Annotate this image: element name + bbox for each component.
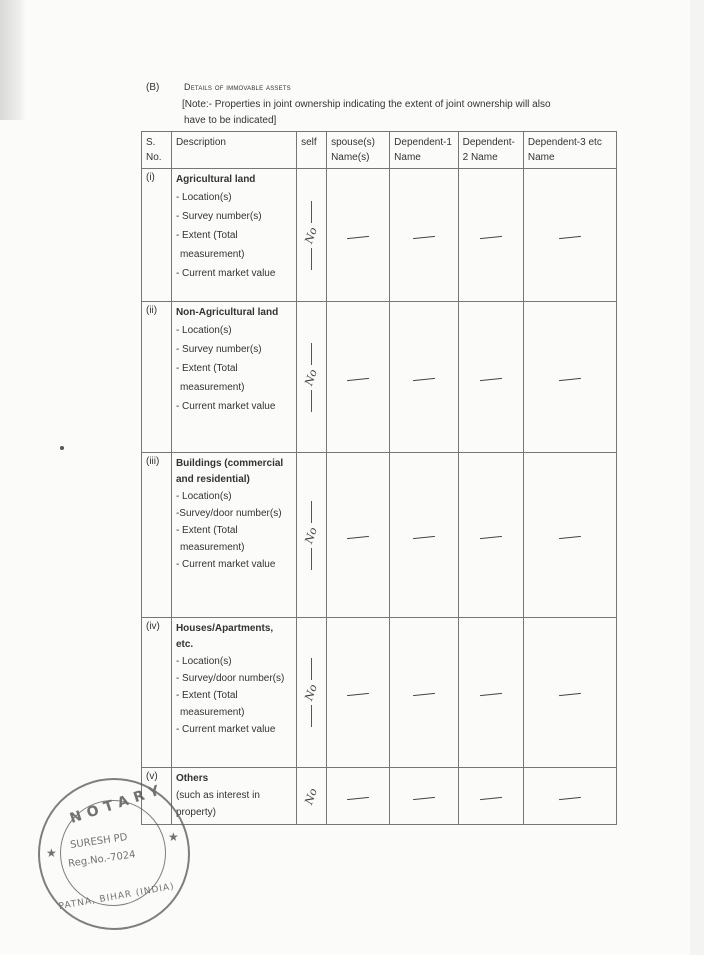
- section-title: [184, 82, 291, 92]
- self-cell: [297, 302, 327, 453]
- row-item: measurement): [179, 382, 245, 393]
- row-title: Houses/Apartments, etc.: [175, 623, 274, 650]
- row-item: - Current market value: [175, 268, 276, 279]
- row-item: - Survey number(s): [175, 211, 262, 222]
- self-cell: [297, 169, 327, 302]
- dependent-3-cell: [523, 169, 616, 302]
- row-description: [171, 169, 296, 302]
- row-item: - Extent (Total: [175, 363, 238, 374]
- row-sno: (i): [142, 169, 172, 302]
- row-item: - Extent (Total: [175, 230, 238, 241]
- dependent-3-cell: [523, 618, 616, 768]
- stamp-top-text: NOTARY: [67, 781, 168, 827]
- handwritten-no: No: [302, 682, 321, 703]
- row-item: - Location(s): [175, 192, 232, 203]
- table-row: [142, 302, 617, 453]
- handwritten-stroke: [311, 658, 312, 680]
- row-item: -Survey/door number(s): [175, 508, 282, 519]
- handwritten-dash: [559, 377, 581, 380]
- dependent-2-cell: [458, 169, 523, 302]
- table-header-row: [142, 132, 617, 169]
- header-description: Description: [171, 132, 296, 169]
- handwritten-dash: [559, 796, 581, 799]
- handwritten-no: No: [302, 225, 321, 245]
- row-title: Non-Agricultural land: [175, 307, 279, 318]
- row-item: (such as interest in property): [175, 790, 260, 818]
- row-item: - Current market value: [175, 401, 276, 412]
- handwritten-stroke: [311, 390, 312, 412]
- header-self: self: [297, 132, 327, 169]
- row-sno: (ii): [142, 302, 172, 453]
- spouse-cell: [327, 768, 390, 825]
- handwritten-dash: [480, 535, 502, 538]
- handwritten-dash: [413, 693, 435, 696]
- row-sno: (iii): [142, 453, 172, 618]
- dependent-1-cell: [390, 453, 458, 618]
- row-description: [171, 618, 296, 768]
- row-item: - Survey/door number(s): [175, 673, 285, 684]
- dependent-3-cell: [523, 768, 616, 825]
- section-note: [182, 97, 612, 129]
- spouse-cell: [327, 169, 390, 302]
- row-item: - Current market value: [175, 724, 276, 735]
- row-sno: (iv): [142, 618, 172, 768]
- header-dependent-3: Dependent-3 etc Name: [523, 132, 616, 169]
- dependent-3-cell: [523, 302, 616, 453]
- handwritten-dash: [480, 235, 502, 238]
- handwritten-stroke: [311, 705, 312, 727]
- handwritten-dash: [347, 796, 369, 799]
- handwritten-stroke: [311, 248, 312, 270]
- row-title: Others: [175, 773, 209, 784]
- row-item: measurement): [179, 707, 245, 718]
- handwritten-dash: [413, 535, 435, 538]
- row-description: [171, 302, 296, 453]
- handwritten-stroke: [311, 201, 312, 223]
- scan-edge-shadow: [0, 0, 26, 120]
- note-line-2: have to be indicated]: [184, 115, 277, 126]
- handwritten-no: No: [302, 525, 321, 545]
- dependent-1-cell: [390, 169, 458, 302]
- table-row: [142, 618, 617, 768]
- handwritten-dash: [480, 377, 502, 380]
- self-cell: [297, 768, 327, 825]
- star-icon: ★: [168, 830, 179, 844]
- notary-stamp: [38, 778, 190, 930]
- stamp-name: SURESH PD: [69, 832, 129, 851]
- row-description: [171, 453, 296, 618]
- header-sno: S. No.: [142, 132, 172, 169]
- handwritten-dash: [347, 377, 369, 380]
- header-dependent-2: Dependent-2 Name: [458, 132, 523, 169]
- handwritten-dash: [559, 235, 581, 238]
- dependent-3-cell: [523, 453, 616, 618]
- table-row: [142, 768, 617, 825]
- self-cell: [297, 453, 327, 618]
- immovable-assets-table: [141, 131, 617, 825]
- handwritten-no: No: [302, 367, 321, 387]
- handwritten-no: No: [302, 786, 321, 806]
- row-item: measurement): [179, 542, 245, 553]
- row-item: - Extent (Total: [175, 525, 238, 536]
- spouse-cell: [327, 453, 390, 618]
- handwritten-dash: [480, 796, 502, 799]
- note-line-1: [Note:- Properties in joint ownership indicating the extent of joint ownership will also: [182, 99, 551, 110]
- row-item: - Extent (Total: [175, 690, 238, 701]
- handwritten-dash: [559, 535, 581, 538]
- handwritten-dash: [480, 693, 502, 696]
- row-item: - Location(s): [175, 491, 232, 502]
- row-title: Agricultural land: [175, 174, 256, 185]
- row-title: Buildings (commercial and residential): [175, 458, 284, 485]
- dependent-1-cell: [390, 302, 458, 453]
- dependent-2-cell: [458, 453, 523, 618]
- stamp-bottom-text: PATNA, BIHAR (INDIA): [58, 881, 176, 913]
- spouse-cell: [327, 302, 390, 453]
- table-row: [142, 453, 617, 618]
- row-description: [171, 768, 296, 825]
- row-item: - Current market value: [175, 559, 276, 570]
- handwritten-dash: [347, 693, 369, 696]
- dependent-2-cell: [458, 302, 523, 453]
- dependent-2-cell: [458, 618, 523, 768]
- handwritten-dash: [413, 235, 435, 238]
- handwritten-dash: [413, 796, 435, 799]
- row-item: - Location(s): [175, 325, 232, 336]
- scan-speck: [60, 446, 64, 450]
- row-item: measurement): [179, 249, 245, 260]
- handwritten-stroke: [311, 548, 312, 570]
- section-label: (B): [146, 82, 160, 93]
- self-cell: [297, 618, 327, 768]
- spouse-cell: [327, 618, 390, 768]
- header-dependent-1: Dependent-1 Name: [390, 132, 458, 169]
- section-title-text: Details of immovable assets: [184, 82, 291, 92]
- row-item: - Location(s): [175, 656, 232, 667]
- handwritten-dash: [347, 235, 369, 238]
- stamp-reg-no: Reg.No.-7024: [67, 849, 137, 870]
- dependent-1-cell: [390, 618, 458, 768]
- row-item: - Survey number(s): [175, 344, 262, 355]
- header-spouse: spouse(s) Name(s): [327, 132, 390, 169]
- star-icon: ★: [46, 846, 57, 860]
- handwritten-dash: [559, 693, 581, 696]
- dependent-2-cell: [458, 768, 523, 825]
- handwritten-stroke: [311, 343, 312, 365]
- handwritten-dash: [347, 535, 369, 538]
- row-sno: (v): [142, 768, 172, 825]
- dependent-1-cell: [390, 768, 458, 825]
- handwritten-stroke: [311, 501, 312, 523]
- handwritten-dash: [413, 377, 435, 380]
- table-row: [142, 169, 617, 302]
